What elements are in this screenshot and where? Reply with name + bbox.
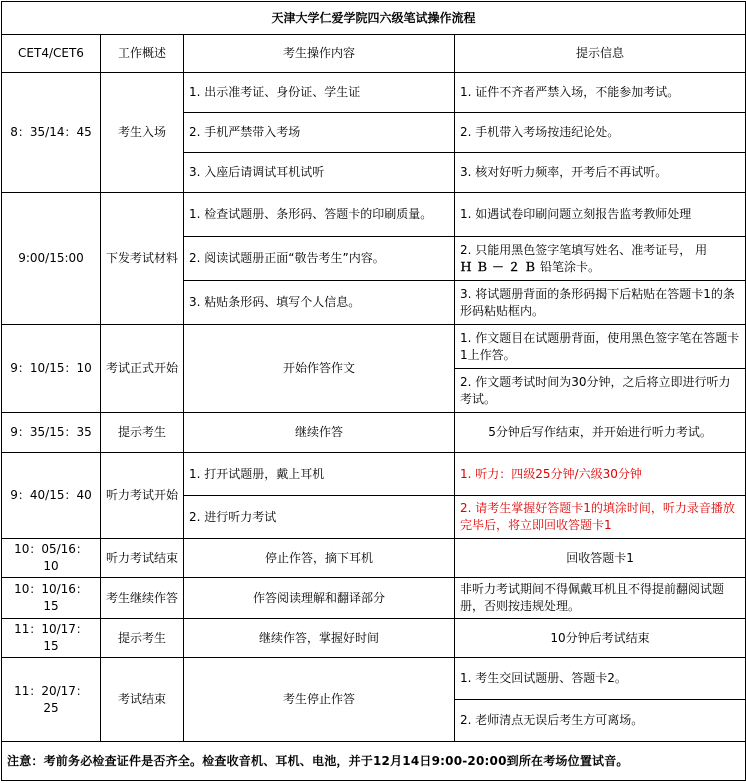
table-row (2, 193, 746, 237)
op-cell: 2. 进行听力考试 (184, 496, 455, 539)
tip-cell: 非听力考试期间不得佩戴耳机且不得提前翻阅试题册，否则按违规处理。 (455, 578, 746, 619)
table-row (2, 413, 746, 453)
time-cell: 9:00/15:00 (2, 193, 101, 325)
tip-cell: 1. 考生交回试题册、答题卡2。 (455, 658, 746, 700)
tip-cell: 5分钟后写作结束，并开始进行听力考试。 (455, 413, 746, 453)
header-ops: 考生操作内容 (184, 35, 455, 73)
op-cell: 1. 检查试题册、条形码、答题卡的印刷质量。 (184, 193, 455, 237)
time-cell: 9：35/15：35 (2, 413, 101, 453)
tip-cell: 3. 核对好听力频率，开考后不再试听。 (455, 153, 746, 193)
tip-text: 铅笔涂卡。 (540, 259, 601, 274)
tip-cell: 1. 证件不齐者严禁入场，不能参加考试。 (455, 73, 746, 113)
op-cell: 继续作答，掌握好时间 (184, 619, 455, 658)
time-cell: 9：40/15：40 (2, 453, 101, 539)
header-task: 工作概述 (101, 35, 184, 73)
time-cell: 8：35/14：45 (2, 73, 101, 193)
pencil-grade: ＨＢ－２Ｂ (460, 259, 541, 274)
task-cell: 听力考试结束 (101, 539, 184, 578)
op-cell: 3. 入座后请调试耳机试听 (184, 153, 455, 193)
tip-cell (455, 237, 746, 281)
table-row (2, 539, 746, 578)
op-cell: 作答阅读理解和翻译部分 (184, 578, 455, 619)
task-cell: 提示考生 (101, 413, 184, 453)
alert-tip-cell: 2. 请考生掌握好答题卡1的填涂时间，听力录音播放完毕后，将立即回收答题卡1 (455, 496, 746, 539)
time-cell: 10：05/16：10 (2, 539, 101, 578)
tip-cell: 2. 手机带入考场按违纪论处。 (455, 113, 746, 153)
task-cell: 考生入场 (101, 73, 184, 193)
tip-text: 2. 只能用黑色签字笔填写姓名、准考证号， 用 (460, 242, 708, 257)
task-cell: 下发考试材料 (101, 193, 184, 325)
footer-notice: 注意：考前务必检查证件是否齐全。检查收音机、耳机、电池，并于12月14日9:00-20:00到所在考场位置试音。 (2, 742, 746, 781)
op-cell: 1. 出示准考证、身份证、学生证 (184, 73, 455, 113)
tip-cell: 2. 作文题考试时间为30分钟，之后将立即进行听力考试。 (455, 369, 746, 413)
op-cell: 开始作答作文 (184, 325, 455, 413)
table-row (2, 619, 746, 658)
table-row (2, 73, 746, 113)
tip-cell: 10分钟后考试结束 (455, 619, 746, 658)
tip-cell: 3. 将试题册背面的条形码揭下后粘贴在答题卡1的条形码粘贴框内。 (455, 281, 746, 325)
table-row (2, 658, 746, 700)
time-cell: 11：10/17：15 (2, 619, 101, 658)
exam-procedure-table (1, 1, 746, 781)
table-row (2, 325, 746, 369)
task-cell: 听力考试开始 (101, 453, 184, 539)
task-cell: 考生继续作答 (101, 578, 184, 619)
header-time: CET4/CET6 (2, 35, 101, 73)
header-tips: 提示信息 (455, 35, 746, 73)
tip-cell: 1. 如遇试卷印刷问题立刻报告监考教师处理 (455, 193, 746, 237)
op-cell: 继续作答 (184, 413, 455, 453)
op-cell: 1. 打开试题册，戴上耳机 (184, 453, 455, 496)
tip-cell: 2. 老师清点无误后考生方可离场。 (455, 700, 746, 742)
time-cell: 11：20/17：25 (2, 658, 101, 742)
tip-cell: 回收答题卡1 (455, 539, 746, 578)
op-cell: 停止作答，摘下耳机 (184, 539, 455, 578)
task-cell: 考试正式开始 (101, 325, 184, 413)
tip-cell: 1. 作文题目在试题册背面，使用黑色签字笔在答题卡1上作答。 (455, 325, 746, 369)
task-cell: 考试结束 (101, 658, 184, 742)
table-row (2, 578, 746, 619)
alert-tip-cell: 1. 听力：四级25分钟/六级30分钟 (455, 453, 746, 496)
op-cell: 2. 手机严禁带入考场 (184, 113, 455, 153)
time-cell: 10：10/16：15 (2, 578, 101, 619)
op-cell: 考生停止作答 (184, 658, 455, 742)
task-cell: 提示考生 (101, 619, 184, 658)
op-cell: 3. 粘贴条形码、填写个人信息。 (184, 281, 455, 325)
table-title: 天津大学仁爱学院四六级笔试操作流程 (2, 2, 746, 35)
time-cell: 9：10/15：10 (2, 325, 101, 413)
op-cell: 2. 阅读试题册正面“敬告考生”内容。 (184, 237, 455, 281)
table-row (2, 453, 746, 496)
header-row (2, 35, 746, 73)
